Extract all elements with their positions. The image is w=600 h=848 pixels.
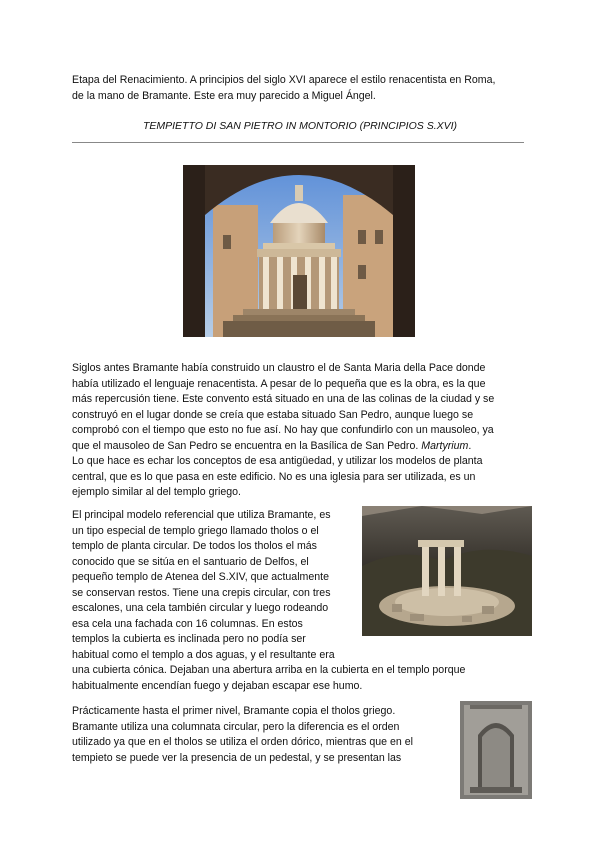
text-line: [72, 439, 494, 455]
text-line: había utilizado el lenguaje renacentista. A pesar de lo pequeña que es la obra, es la que: [72, 377, 486, 390]
intro-line: Etapa del Renacimiento. A principios del siglo XVI aparece el estilo renacentista en Roma,: [72, 74, 496, 86]
text-line: Prácticamente hasta el primer nivel, Bramante copia el tholos griego.: [72, 705, 396, 717]
figure-caption: TEMPIETTO DI SAN PIETRO IN MONTORIO (PRINCIPIOS S.XVI): [142, 120, 458, 132]
text-line: comprobó con el tiempo que esto no fue así. No hay que confundirlo con un mausoleo, ya: [72, 424, 494, 436]
paragraph-3: [72, 704, 413, 766]
italic-term: Martyrium: [421, 439, 469, 452]
text-line: esa cela una fachada con 16 columnas. En estos: [72, 617, 303, 630]
text-line: tempieto se puede ver la presencia de un pedestal, y se presentan las: [72, 751, 402, 764]
paragraph-1: [72, 361, 494, 501]
text-line: construyó en el lugar donde se creía que estaba situado San Pedro, aunque luego se: [72, 408, 474, 421]
text-line: utilizado ya que en el tholos se utiliza el orden dórico, mientras que en el: [72, 736, 413, 748]
text-line: un tipo especial de templo griego llamado tholos o el: [72, 524, 319, 537]
text-line: central, que es lo que pasa en este edificio. No es una iglesia para ser utilizada, es un: [72, 470, 476, 483]
intro-paragraph: [72, 73, 495, 104]
text-line: habitual como el templo a dos aguas, y el resultante era: [72, 648, 335, 661]
intro-line: de la mano de Bramante. Este era muy parecido a Miguel Ángel.: [72, 89, 376, 102]
paragraph-2: [72, 508, 465, 694]
text-line: más repercusión tiene. Este convento está situado en una de las colinas de la ciudad y se: [72, 393, 495, 405]
niche-photo: [460, 701, 532, 799]
text-span: que el mausoleo de San Pedro se encuentra en la Basílica de San Pedro.: [72, 439, 419, 452]
text-line: ejemplo similar al del templo griego.: [72, 486, 241, 498]
text-line: pequeño templo de Atenea del S.XIV, que actualmente: [72, 571, 329, 583]
text-line: una cubierta cónica. Dejaban una abertura arriba en la cubierta en el templo porque: [72, 664, 466, 676]
text-line: El principal modelo referencial que utiliza Bramante, es: [72, 509, 331, 521]
text-line: Lo que hace es echar los conceptos de esa antigüedad, y utilizar los modelos de planta: [72, 455, 483, 467]
text-line: templo de planta circular. De todos los tholos el más: [72, 540, 317, 552]
text-line: escalones, una cela también circular y luego rodeando: [72, 602, 329, 614]
text-span: .: [468, 439, 472, 452]
text-line: conocido que se sitúa en el santuario de Delfos, el: [72, 555, 309, 568]
text-line: Bramante utiliza una columnata circular, pero la diferencia es el orden: [72, 720, 400, 733]
text-line: Siglos antes Bramante había construido un claustro el de Santa Maria della Pace donde: [72, 362, 486, 374]
tempietto-photo: [183, 165, 415, 337]
text-line: templos la cubierta es inclinada pero no podía ser: [72, 633, 306, 645]
text-line: habitualmente encendían fuego y dejaban escapar ese humo.: [72, 679, 363, 692]
divider: [72, 142, 524, 143]
text-line: se conservan restos. Tiene una crepis circular, con tres: [72, 586, 331, 599]
